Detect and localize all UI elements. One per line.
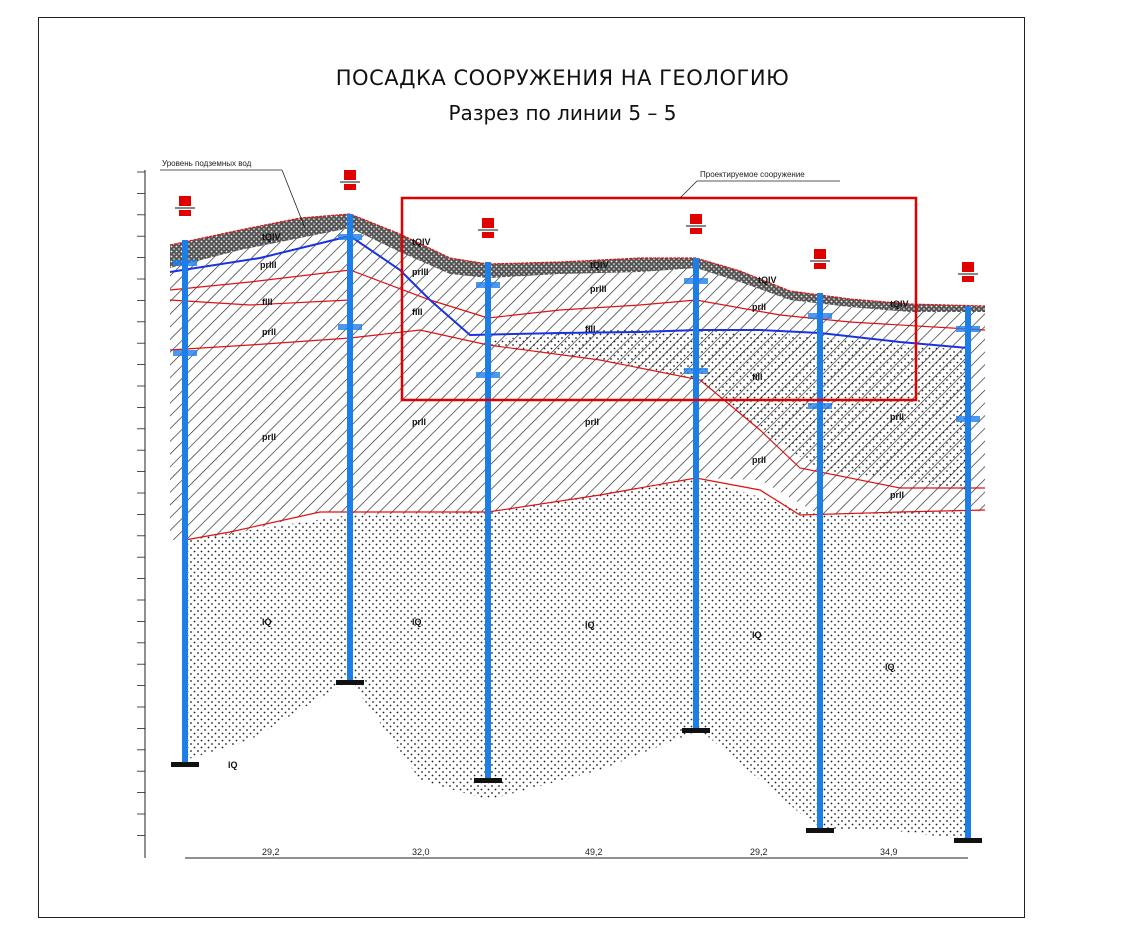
distance-1: 29,2 [262, 847, 280, 857]
svg-text:prIII: prIII [412, 267, 429, 277]
svg-text:prII: prII [752, 455, 767, 465]
svg-text:tQIV: tQIV [590, 260, 609, 270]
distance-ruler [185, 847, 968, 858]
svg-text:prII: prII [890, 412, 905, 422]
svg-text:prII: prII [585, 417, 600, 427]
borehole-marker [340, 170, 360, 190]
distance-3: 49,2 [585, 847, 603, 857]
groundwater-annotation [160, 159, 305, 228]
borehole-marker [686, 214, 706, 234]
svg-text:tQIV: tQIV [890, 299, 909, 309]
svg-text:fIII: fIII [752, 372, 763, 382]
svg-text:tQIV: tQIV [758, 275, 777, 285]
svg-text:fIII: fIII [585, 324, 596, 334]
svg-text:prIII: prIII [260, 260, 277, 270]
svg-text:prII: prII [412, 417, 427, 427]
distance-5: 34,9 [880, 847, 898, 857]
svg-text:Проектируемое сооружение: Проектируемое сооружение [700, 170, 805, 179]
svg-text:prII: prII [890, 490, 905, 500]
borehole-marker [478, 218, 498, 238]
structure-annotation [680, 170, 840, 198]
svg-text:lQ: lQ [412, 617, 422, 627]
sand-layer [185, 478, 968, 840]
svg-text:fIII: fIII [262, 297, 273, 307]
borehole-marker [175, 196, 195, 216]
svg-text:tQIV: tQIV [262, 232, 281, 242]
svg-text:lQ: lQ [228, 760, 238, 770]
distance-4: 29,2 [750, 847, 768, 857]
svg-text:fIII: fIII [412, 307, 423, 317]
svg-text:prIII: prIII [590, 284, 607, 294]
svg-text:lQ: lQ [752, 630, 762, 640]
svg-text:prII: prII [752, 302, 767, 312]
svg-text:Уровень подземных вод: Уровень подземных вод [162, 159, 252, 168]
svg-text:prII: prII [262, 432, 277, 442]
svg-text:prII: prII [262, 327, 277, 337]
svg-text:lQ: lQ [585, 620, 595, 630]
drawing-subtitle: Разрез по линии 5 – 5 [448, 101, 677, 125]
borehole-marker [958, 262, 978, 282]
svg-text:lQ: lQ [262, 617, 272, 627]
svg-text:lQ: lQ [885, 662, 895, 672]
borehole-marker [810, 249, 830, 269]
distance-2: 32,0 [412, 847, 430, 857]
drawing-title: ПОСАДКА СООРУЖЕНИЯ НА ГЕОЛОГИЮ [335, 66, 790, 90]
svg-text:tQIV: tQIV [412, 237, 431, 247]
elevation-scale [137, 170, 145, 858]
